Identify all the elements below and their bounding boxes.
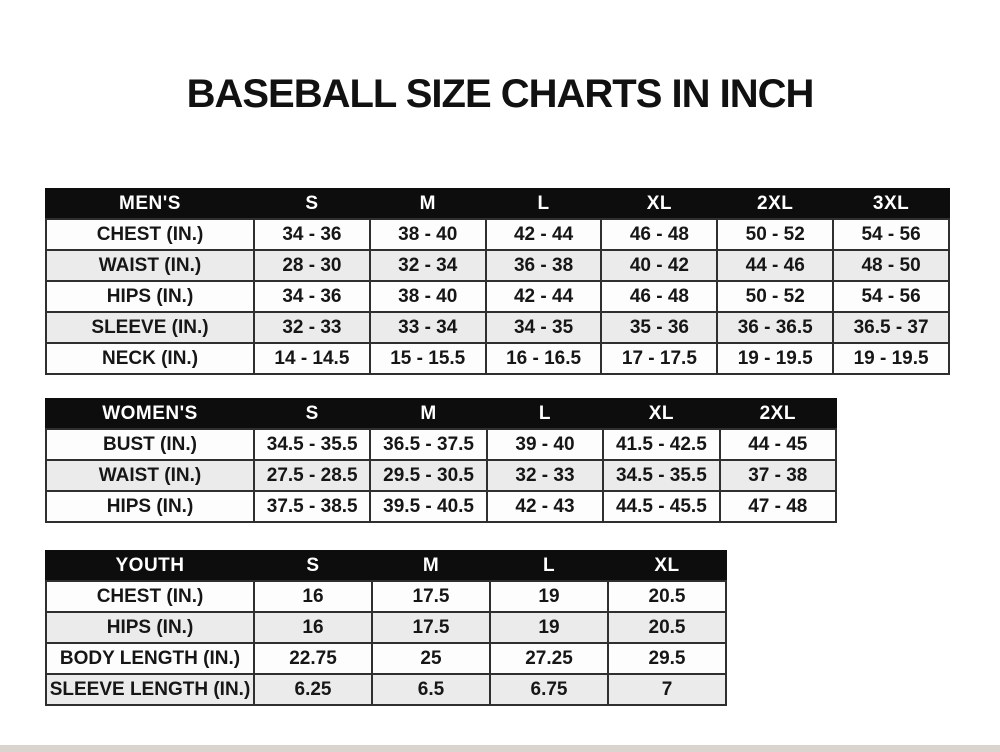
size-value-cell: 50 - 52	[717, 219, 833, 250]
page-title: BASEBALL SIZE CHARTS IN INCH	[186, 72, 814, 116]
table-row	[46, 281, 949, 312]
size-value-cell: 17.5	[372, 612, 490, 643]
size-value-cell: 44.5 - 45.5	[603, 491, 719, 522]
size-value-cell: 46 - 48	[601, 219, 717, 250]
row-label-cell: CHEST (IN.)	[46, 219, 254, 250]
size-value-cell: 32 - 34	[370, 250, 486, 281]
size-value-cell: 38 - 40	[370, 281, 486, 312]
size-value-cell: 19	[490, 612, 608, 643]
size-column-header: 2XL	[720, 399, 836, 429]
size-column-header: XL	[608, 551, 726, 581]
header-row	[46, 399, 836, 429]
size-column-header: 3XL	[833, 189, 949, 219]
size-value-cell: 37 - 38	[720, 460, 836, 491]
row-label-cell: SLEEVE LENGTH (IN.)	[46, 674, 254, 705]
row-label-cell: NECK (IN.)	[46, 343, 254, 374]
row-label-cell: WAIST (IN.)	[46, 250, 254, 281]
size-value-cell: 32 - 33	[487, 460, 603, 491]
row-label-cell: WAIST (IN.)	[46, 460, 254, 491]
size-value-cell: 54 - 56	[833, 281, 949, 312]
size-value-cell: 37.5 - 38.5	[254, 491, 370, 522]
size-value-cell: 6.75	[490, 674, 608, 705]
row-label-cell: BUST (IN.)	[46, 429, 254, 460]
size-value-cell: 39.5 - 40.5	[370, 491, 486, 522]
size-value-cell: 19 - 19.5	[833, 343, 949, 374]
size-value-cell: 19	[490, 581, 608, 612]
size-column-header: S	[254, 189, 370, 219]
table-row	[46, 581, 726, 612]
table-title-cell: WOMEN'S	[46, 399, 254, 429]
size-column-header: M	[372, 551, 490, 581]
size-value-cell: 41.5 - 42.5	[603, 429, 719, 460]
size-column-header: M	[370, 399, 486, 429]
womens-size-table	[45, 398, 837, 523]
size-value-cell: 16 - 16.5	[486, 343, 602, 374]
size-value-cell: 20.5	[608, 612, 726, 643]
size-column-header: XL	[601, 189, 717, 219]
table-row	[46, 312, 949, 343]
mens-size-chart	[45, 188, 950, 375]
size-value-cell: 48 - 50	[833, 250, 949, 281]
size-value-cell: 54 - 56	[833, 219, 949, 250]
size-value-cell: 34 - 36	[254, 219, 370, 250]
row-label-cell: CHEST (IN.)	[46, 581, 254, 612]
size-value-cell: 47 - 48	[720, 491, 836, 522]
size-column-header: S	[254, 551, 372, 581]
size-value-cell: 38 - 40	[370, 219, 486, 250]
table-row	[46, 250, 949, 281]
size-value-cell: 36 - 36.5	[717, 312, 833, 343]
size-value-cell: 34 - 35	[486, 312, 602, 343]
header-row	[46, 189, 949, 219]
size-value-cell: 35 - 36	[601, 312, 717, 343]
row-label-cell: HIPS (IN.)	[46, 491, 254, 522]
row-label-cell: HIPS (IN.)	[46, 612, 254, 643]
table-row	[46, 460, 836, 491]
size-value-cell: 29.5 - 30.5	[370, 460, 486, 491]
size-value-cell: 50 - 52	[717, 281, 833, 312]
youth-size-chart	[45, 550, 727, 706]
size-column-header: S	[254, 399, 370, 429]
table-row	[46, 612, 726, 643]
size-value-cell: 6.5	[372, 674, 490, 705]
size-column-header: L	[487, 399, 603, 429]
size-value-cell: 27.5 - 28.5	[254, 460, 370, 491]
size-value-cell: 44 - 45	[720, 429, 836, 460]
size-value-cell: 19 - 19.5	[717, 343, 833, 374]
size-value-cell: 27.25	[490, 643, 608, 674]
table-title-cell: MEN'S	[46, 189, 254, 219]
size-value-cell: 22.75	[254, 643, 372, 674]
table-title-cell: YOUTH	[46, 551, 254, 581]
size-value-cell: 36.5 - 37.5	[370, 429, 486, 460]
size-value-cell: 46 - 48	[601, 281, 717, 312]
size-value-cell: 17.5	[372, 581, 490, 612]
size-value-cell: 14 - 14.5	[254, 343, 370, 374]
size-value-cell: 33 - 34	[370, 312, 486, 343]
table-row	[46, 343, 949, 374]
size-value-cell: 36 - 38	[486, 250, 602, 281]
size-value-cell: 39 - 40	[487, 429, 603, 460]
row-label-cell: BODY LENGTH (IN.)	[46, 643, 254, 674]
size-value-cell: 17 - 17.5	[601, 343, 717, 374]
size-value-cell: 29.5	[608, 643, 726, 674]
header-row	[46, 551, 726, 581]
size-column-header: L	[486, 189, 602, 219]
size-column-header: 2XL	[717, 189, 833, 219]
size-value-cell: 32 - 33	[254, 312, 370, 343]
row-label-cell: SLEEVE (IN.)	[46, 312, 254, 343]
size-value-cell: 28 - 30	[254, 250, 370, 281]
size-value-cell: 7	[608, 674, 726, 705]
photo-edge-strip	[0, 745, 1000, 752]
size-value-cell: 42 - 44	[486, 219, 602, 250]
size-value-cell: 34.5 - 35.5	[603, 460, 719, 491]
size-value-cell: 42 - 44	[486, 281, 602, 312]
table-row	[46, 429, 836, 460]
size-value-cell: 16	[254, 612, 372, 643]
youth-size-table	[45, 550, 727, 706]
size-value-cell: 34.5 - 35.5	[254, 429, 370, 460]
mens-size-table	[45, 188, 950, 375]
size-value-cell: 16	[254, 581, 372, 612]
size-value-cell: 42 - 43	[487, 491, 603, 522]
size-value-cell: 44 - 46	[717, 250, 833, 281]
size-value-cell: 40 - 42	[601, 250, 717, 281]
table-row	[46, 643, 726, 674]
table-row	[46, 674, 726, 705]
size-value-cell: 20.5	[608, 581, 726, 612]
row-label-cell: HIPS (IN.)	[46, 281, 254, 312]
size-column-header: L	[490, 551, 608, 581]
table-row	[46, 219, 949, 250]
womens-size-chart	[45, 398, 837, 523]
table-row	[46, 491, 836, 522]
size-value-cell: 34 - 36	[254, 281, 370, 312]
size-column-header: XL	[603, 399, 719, 429]
size-value-cell: 6.25	[254, 674, 372, 705]
size-value-cell: 25	[372, 643, 490, 674]
size-value-cell: 36.5 - 37	[833, 312, 949, 343]
size-column-header: M	[370, 189, 486, 219]
size-value-cell: 15 - 15.5	[370, 343, 486, 374]
